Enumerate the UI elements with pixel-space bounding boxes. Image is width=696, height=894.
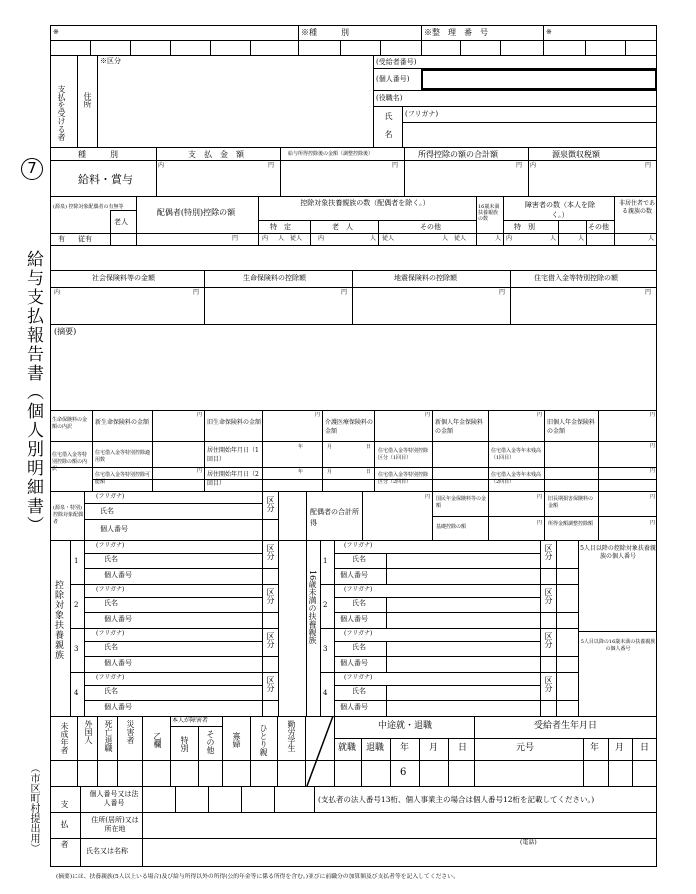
basic-deduction-yen: 円 bbox=[537, 520, 543, 526]
new-life-label: 新生命保険料の金額 bbox=[95, 419, 150, 426]
earthquake-insurance-label: 地震保険料の控除額 bbox=[394, 274, 457, 282]
payment-inner: 内 bbox=[158, 162, 165, 169]
balance2-label: 住宅借入金等年末残高（2回目） bbox=[491, 472, 542, 485]
payment-yen: 円 bbox=[268, 162, 275, 169]
birth-label: 受給者生年月日 bbox=[534, 721, 598, 731]
old-ju: 従人 bbox=[382, 235, 395, 242]
housing-eligible-label: 住宅借入金等特別控除適用数 bbox=[95, 450, 151, 463]
dependent-personal-no: 個人番号 bbox=[104, 615, 132, 623]
other-ju: 従人 bbox=[454, 235, 467, 242]
start2-day: 日 bbox=[366, 469, 372, 475]
housing-possible-label: 住宅借入金等特別控除可能額 bbox=[95, 472, 151, 485]
housing-yen: 円 bbox=[645, 289, 652, 296]
kubun1-label: 住宅借入金等特別控除区分（1回目） bbox=[378, 448, 429, 461]
midyear-day: 日 bbox=[458, 743, 468, 753]
spouse-furigana: (フリガナ) bbox=[96, 493, 125, 500]
dependent-furigana: (フリガナ) bbox=[96, 630, 125, 637]
form-title: 給与支払報告書（個人別明細書） bbox=[23, 250, 43, 535]
under16-personal-no: 個人番号 bbox=[340, 571, 368, 579]
header-mark-2: ※ bbox=[546, 28, 552, 36]
retire-label: 退職 bbox=[366, 743, 385, 753]
under16-row-number: 4 bbox=[323, 689, 328, 697]
disaster-label: 災害者 bbox=[126, 720, 135, 744]
balance1-yen: 円 bbox=[650, 443, 656, 449]
new-life-yen: 円 bbox=[197, 412, 203, 418]
birth-day: 日 bbox=[640, 743, 650, 753]
spouse-deduction-label: 配偶者(特別)控除の額 bbox=[156, 208, 236, 217]
start1-label: 居住開始年月日（1回目） bbox=[207, 447, 259, 463]
under16-kubun: 区分 bbox=[544, 676, 553, 692]
spouse-income-total: 配偶者の合計所得 bbox=[310, 508, 359, 527]
under16-side-label: 16歳未満の扶養親族 bbox=[308, 570, 317, 645]
special-person: 人 bbox=[550, 235, 557, 242]
life-breakdown-label: 生命保険料の金額の内訳 bbox=[52, 417, 88, 430]
spouse-side-label: (源泉・特別)控除対象配偶者 bbox=[53, 505, 84, 525]
dependents-count-label: 控除対象扶養親族の数（配偶者を除く。） bbox=[300, 199, 430, 207]
spouse-name-label: 氏名 bbox=[100, 507, 114, 515]
midyear-year-value: 6 bbox=[400, 767, 407, 778]
eligible-yen: 円 bbox=[197, 468, 203, 474]
new-pension-yen: 円 bbox=[537, 412, 543, 418]
corp-no-label: 個人番号又は法人番号 bbox=[89, 790, 139, 807]
dependent-name-label: 氏名 bbox=[104, 687, 118, 695]
birth-year: 年 bbox=[590, 743, 600, 753]
social-inner: 内 bbox=[54, 289, 61, 296]
income-adjust-label: 所得金額調整控除額 bbox=[548, 521, 594, 527]
under16-name-label: 氏名 bbox=[352, 555, 366, 563]
municipality-note: （市区町村提出用） bbox=[28, 763, 39, 853]
header-mark: ※ bbox=[53, 28, 59, 36]
special-label: 特 別 bbox=[514, 223, 535, 231]
national-pension-yen: 円 bbox=[537, 494, 543, 500]
withholding-yen: 円 bbox=[645, 162, 652, 169]
start2-month: 月 bbox=[327, 469, 333, 475]
minor-label: 未成年者 bbox=[60, 722, 69, 754]
under16-name-label: 氏名 bbox=[352, 687, 366, 695]
basic-deduction-label: 基礎控除の額 bbox=[436, 524, 467, 530]
furigana-label: (フリガナ) bbox=[405, 110, 439, 118]
dependent-kubun: 区分 bbox=[266, 676, 275, 692]
other-disabled-label: その他 bbox=[206, 730, 215, 754]
under16-row-number: 3 bbox=[323, 645, 328, 653]
payer-side-label: 支払者 bbox=[60, 800, 69, 860]
summary-label: (摘要) bbox=[54, 327, 77, 336]
nonresident-label: 非居住者である親族の数 bbox=[618, 200, 655, 215]
old-inner: 内 bbox=[318, 235, 325, 242]
recipient-no-label: (受給者番号) bbox=[376, 58, 417, 66]
self-disabled-label: 本人が障害者 bbox=[172, 717, 209, 724]
specific-label: 特 定 bbox=[270, 223, 291, 231]
withholding-label: 源泉徴収税額 bbox=[552, 150, 600, 159]
under16-personal-no: 個人番号 bbox=[340, 659, 368, 667]
life-yen: 円 bbox=[341, 289, 348, 296]
dependent-personal-no: 個人番号 bbox=[104, 571, 132, 579]
start1-month: 月 bbox=[327, 444, 333, 450]
under16-row-number: 2 bbox=[323, 601, 328, 609]
dependents-side-label: 控除対象扶養親族 bbox=[53, 580, 63, 660]
new-pension-label: 新個人年金保険料の金額 bbox=[435, 419, 484, 435]
corp-no-note: (支払者の法人番号13桁、個人事業主の場合は個人番号12桁を記載してください。) bbox=[318, 795, 595, 804]
social-insurance-label: 社会保険料等の金額 bbox=[92, 274, 155, 282]
housing-breakdown-label: 住宅借入金等特別控除の額の内訳 bbox=[52, 452, 88, 472]
balance1-label: 住宅借入金等年末残高（1回目） bbox=[491, 448, 542, 461]
deductions-total-label: 所得控除の額の合計額 bbox=[418, 150, 498, 159]
care-yen: 円 bbox=[425, 412, 431, 418]
type-label: ※種 別 bbox=[301, 28, 349, 37]
address-label: 住所 bbox=[83, 92, 92, 108]
job-title-label: (役職名) bbox=[376, 94, 403, 102]
note-5th-under16: 5人目以降の16歳未満の扶養親族の個人番号 bbox=[580, 639, 656, 652]
old-pension-label: 旧個人年金保険料の金額 bbox=[547, 419, 596, 435]
b-column-label: 乙欄 bbox=[153, 732, 162, 748]
under16-furigana: (フリガナ) bbox=[344, 674, 373, 681]
dependent-name-label: 氏名 bbox=[104, 643, 118, 651]
dependent-furigana: (フリガナ) bbox=[96, 542, 125, 549]
working-student-label: 勤労学生 bbox=[287, 720, 296, 752]
category-label: ※区分 bbox=[100, 57, 121, 65]
birth-month: 月 bbox=[615, 743, 625, 753]
other-label: その他 bbox=[420, 223, 441, 231]
midyear-year: 年 bbox=[400, 743, 410, 753]
special-disabled-label: 特別 bbox=[180, 736, 189, 752]
amount-type-label: 種 別 bbox=[78, 150, 118, 159]
footnote: (摘要)には、扶養親族(5人以上いる場合)及び給与所得以外の所得(公的年金等に係る所得を含む。)並びに前職分の加算額及び支払者等を記入してください。 bbox=[56, 874, 459, 880]
under16-personal-no: 個人番号 bbox=[340, 703, 368, 711]
under16-name-label: 氏名 bbox=[352, 599, 366, 607]
spouse-income-yen: 円 bbox=[425, 494, 431, 500]
other-person: 人 bbox=[442, 235, 449, 242]
income-adjust-yen: 円 bbox=[650, 520, 656, 526]
dependent-row-number: 3 bbox=[74, 645, 79, 653]
name-label: 氏名 bbox=[384, 112, 393, 148]
specific-ju: 従人 bbox=[290, 235, 303, 242]
under16-kubun: 区分 bbox=[544, 544, 553, 560]
dependent-name-label: 氏名 bbox=[104, 599, 118, 607]
diagonal-slash bbox=[305, 716, 335, 786]
dependent-furigana: (フリガナ) bbox=[96, 674, 125, 681]
withholding-inner: 内 bbox=[530, 162, 537, 169]
under16-person: 人 bbox=[495, 235, 502, 242]
old-life-yen: 円 bbox=[315, 412, 321, 418]
old-long-term-yen: 円 bbox=[650, 494, 656, 500]
phone-label: (電話) bbox=[520, 839, 537, 846]
disabled-label: 障害者の数（本人を除く。） bbox=[525, 201, 595, 219]
old-label: 老 人 bbox=[332, 223, 353, 231]
spouse-kubun: 区分 bbox=[266, 496, 275, 512]
old-long-term-label: 旧長期損害保険料の金額 bbox=[548, 496, 594, 509]
spouse-elderly-label: 老人 bbox=[114, 218, 128, 226]
old-life-label: 旧生命保険料の金額 bbox=[207, 419, 262, 426]
start2-label: 居住開始年月日（2回目） bbox=[207, 471, 259, 487]
spouse-yen: 円 bbox=[232, 235, 239, 242]
recipient-side-label: 支払を受ける者 bbox=[57, 85, 66, 141]
kubun2-label: 住宅借入金等特別控除区分（2回目） bbox=[378, 472, 429, 485]
midyear-month: 月 bbox=[429, 743, 439, 753]
under16-personal-no: 個人番号 bbox=[340, 615, 368, 623]
dependent-row-number: 2 bbox=[74, 601, 79, 609]
dependent-row-number: 4 bbox=[74, 689, 79, 697]
personal-no-label: (個人番号) bbox=[376, 75, 410, 83]
payer-address-label: 住所(居所)又は所在地 bbox=[91, 816, 139, 833]
old-pension-yen: 円 bbox=[650, 412, 656, 418]
start1-year: 年 bbox=[298, 444, 304, 450]
dependent-personal-no: 個人番号 bbox=[104, 703, 132, 711]
under16-name-label: 氏名 bbox=[352, 643, 366, 651]
balance2-yen: 円 bbox=[650, 468, 656, 474]
foreigner-label: 外国人 bbox=[84, 720, 93, 744]
old-person: 人 bbox=[370, 235, 377, 242]
spouse-presence-label: (源泉) 控除対象配偶者の有無等 bbox=[53, 204, 124, 210]
ju-has-label: 従有 bbox=[78, 235, 92, 243]
housing-loan-label: 住宅借入金等特別控除の額 bbox=[534, 274, 618, 282]
era-label: 元号 bbox=[516, 743, 535, 753]
payer-name-label: 氏名又は名称 bbox=[86, 847, 128, 855]
other2-person: 人 bbox=[578, 235, 585, 242]
has-label: 有 bbox=[58, 235, 65, 243]
ref-number-label: ※整 理 番 号 bbox=[424, 28, 488, 37]
life-insurance-label: 生命保険料の控除額 bbox=[243, 274, 306, 282]
under16-furigana: (フリガナ) bbox=[344, 542, 373, 549]
start1-day: 日 bbox=[366, 444, 372, 450]
under16-furigana: (フリガナ) bbox=[344, 586, 373, 593]
dependent-name-label: 氏名 bbox=[104, 555, 118, 563]
specific-inner: 内 bbox=[262, 235, 269, 242]
specific-person: 人 bbox=[278, 235, 285, 242]
widow-label: 寡婦 bbox=[232, 732, 241, 748]
after-deduction-yen: 円 bbox=[392, 162, 399, 169]
spouse-personal-no: 個人番号 bbox=[100, 525, 128, 533]
earthquake-yen: 円 bbox=[499, 289, 506, 296]
under16-row-number: 1 bbox=[323, 557, 328, 565]
dependent-row-number: 1 bbox=[74, 557, 79, 565]
dependent-furigana: (フリガナ) bbox=[96, 586, 125, 593]
care-medical-label: 介護医療保険料の金額 bbox=[325, 419, 374, 435]
under16-kubun: 区分 bbox=[544, 632, 553, 648]
nonresident-person: 人 bbox=[648, 235, 655, 242]
special-inner: 内 bbox=[506, 235, 513, 242]
national-pension-label: 国民年金保険料等の金額 bbox=[436, 496, 487, 509]
payment-amount-label: 支 払 金 額 bbox=[188, 150, 244, 159]
after-deduction-label: 給与所得控除後の金額（調整控除後） bbox=[288, 151, 374, 157]
under16-furigana: (フリガナ) bbox=[344, 630, 373, 637]
single-parent-label: ひとり親 bbox=[259, 724, 268, 756]
death-retire-label: 死亡退職 bbox=[104, 720, 113, 752]
deductions-yen: 円 bbox=[516, 162, 523, 169]
form-number-badge: 7 bbox=[21, 158, 43, 180]
hire-label: 就職 bbox=[338, 743, 357, 753]
dependent-kubun: 区分 bbox=[266, 632, 275, 648]
note-5th-dependents: 5人目以降の控除対象扶養親族の個人番号 bbox=[580, 545, 656, 560]
midyear-label: 中途就・退職 bbox=[378, 721, 433, 731]
other2-label: その他 bbox=[588, 223, 609, 231]
dependent-kubun: 区分 bbox=[266, 588, 275, 604]
income-type-value: 給料・賞与 bbox=[78, 173, 133, 186]
dependent-kubun: 区分 bbox=[266, 544, 275, 560]
personal-number-field[interactable] bbox=[421, 69, 657, 90]
dependent-personal-no: 個人番号 bbox=[104, 659, 132, 667]
start2-year: 年 bbox=[298, 469, 304, 475]
social-yen: 円 bbox=[193, 289, 200, 296]
under16-label: 16歳未満扶養親族の数 bbox=[478, 204, 500, 222]
under16-kubun: 区分 bbox=[544, 588, 553, 604]
